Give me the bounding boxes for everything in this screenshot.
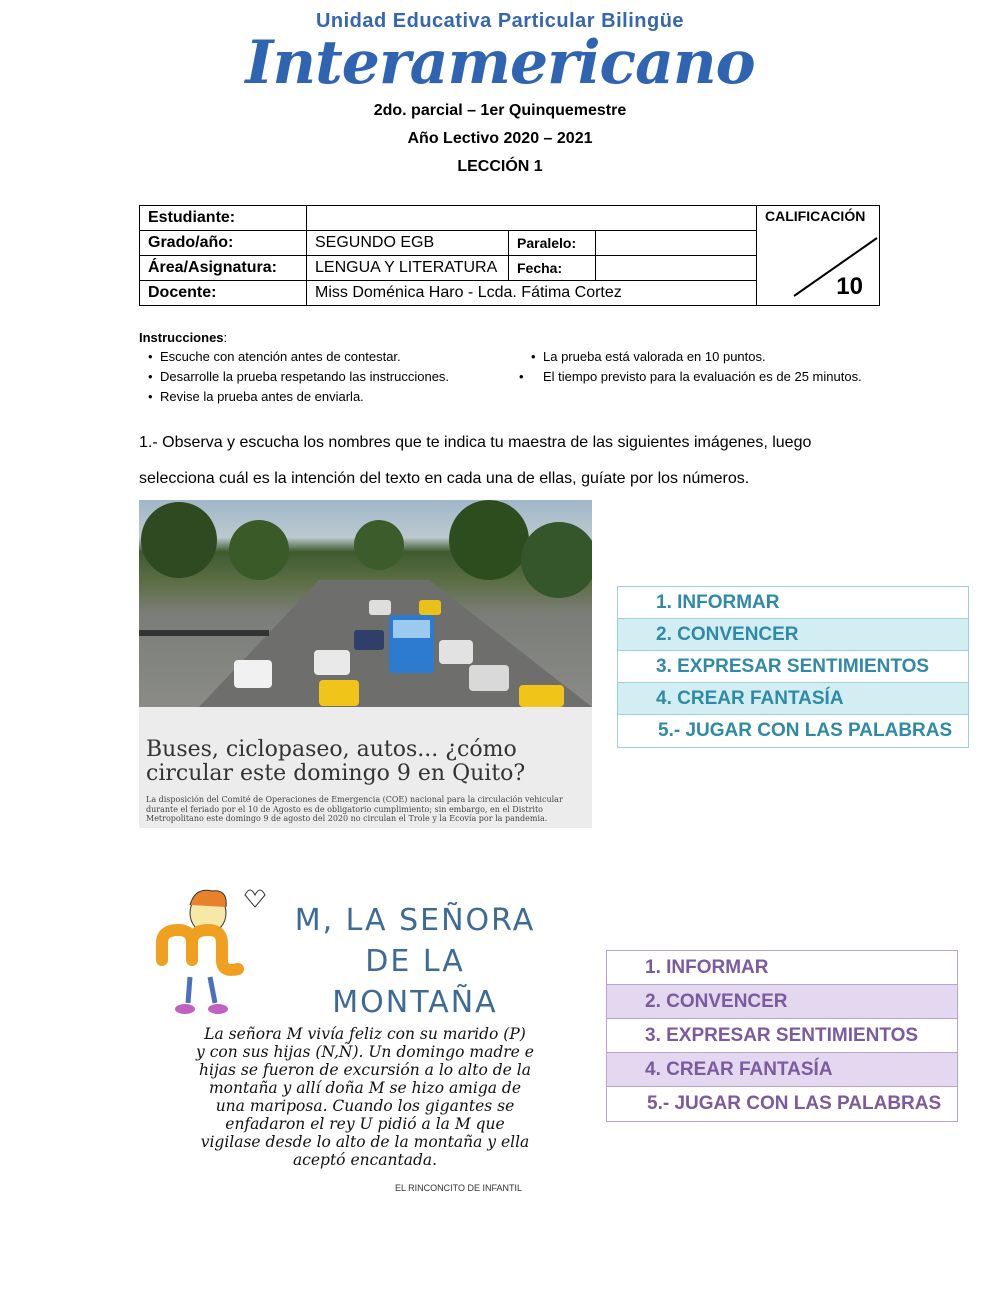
subject-value: LENGUA Y LITERATURA [307, 256, 509, 281]
instructions-title: Instrucciones: [139, 330, 228, 345]
option-inform[interactable]: 1. INFORMAR [618, 587, 968, 619]
story-title-line2: DE LA [365, 944, 465, 979]
instruction-item: • Revise la prueba antes de enviarla. [148, 387, 528, 407]
story-line: una mariposa. Cuando los gigantes se [215, 1097, 515, 1115]
student-info-table [139, 205, 880, 306]
instruction-item: • El tiempo previsto para la evaluación es de 25 minutos. [531, 367, 891, 387]
date-label: Fecha: [509, 256, 596, 281]
option-create-fantasy[interactable]: 4. CREAR FANTASÍA [607, 1053, 957, 1087]
story-line: hijas se fueron de excursión a lo alto de la [199, 1061, 531, 1079]
option-convince[interactable]: 2. CONVENCER [607, 985, 957, 1019]
story-body [155, 1025, 575, 1169]
story-line: y con sus hijas (N,Ñ). Un domingo madre e [196, 1043, 534, 1061]
instruction-item: • La prueba está valorada en 10 puntos. [531, 347, 891, 367]
question-1 [139, 425, 899, 497]
teacher-label: Docente: [140, 281, 307, 306]
instruction-item: • Escuche con atención antes de contestar. [148, 347, 528, 367]
date-field[interactable] [596, 256, 757, 281]
school-year-line: Año Lectivo 2020 – 2021 [407, 130, 593, 147]
school-logo: Interamericano [245, 28, 755, 98]
story-line: enfadaron el rey U pidió a la M que [225, 1115, 505, 1133]
option-wordplay[interactable]: 5.- JUGAR CON LAS PALABRAS [647, 1093, 942, 1114]
news-headline [146, 738, 586, 786]
story-line: vigilase desde lo alto de la montaña y ella [200, 1133, 530, 1151]
news-body: La disposición del Comité de Operaciones de Emergencia (COE) nacional para la circulación vehicular durante el feriado por el 10 de Agosto es de obligatorio cumplimiento; sin embargo, en el Distrito Metropolitano este domingo 9 de agosto del 2020 no circulan el Trole y la Ecovía por la pandemia. [146, 795, 563, 823]
grade-box [757, 206, 880, 306]
options-box-2 [606, 950, 958, 1122]
student-field[interactable] [307, 206, 757, 231]
grade-year-label: Grado/año: [140, 231, 307, 256]
story-title [270, 900, 560, 1023]
option-express-feelings[interactable]: 3. EXPRESAR SENTIMIENTOS [618, 651, 968, 683]
story-title-line3: MONTAÑA [332, 985, 498, 1020]
teacher-value: Miss Doménica Haro - Lcda. Fátima Cortez [307, 281, 757, 306]
grade-year-value: SEGUNDO EGB [307, 231, 509, 256]
option-inform[interactable]: 1. INFORMAR [607, 951, 957, 985]
lesson-title: LECCIÓN 1 [457, 158, 543, 175]
term-line: 2do. parcial – 1er Quinquemestre [373, 102, 627, 119]
student-label: Estudiante: [140, 206, 307, 231]
subject-label: Área/Asignatura: [140, 256, 307, 281]
paralelo-label: Paralelo: [509, 231, 596, 256]
grade-label: CALIFICACIÓN [765, 208, 866, 224]
instructions-right [531, 347, 891, 387]
story-credit: EL RINCONCITO DE INFANTIL [395, 1183, 523, 1193]
traffic-photo-drawing [139, 500, 592, 707]
news-headline-line2: circular este domingo 9 en Quito? [146, 761, 526, 786]
option-express-feelings[interactable]: 3. EXPRESAR SENTIMIENTOS [607, 1019, 957, 1053]
option-convince[interactable]: 2. CONVENCER [618, 619, 968, 651]
story-line: aceptó encantada. [292, 1151, 438, 1169]
option-wordplay[interactable]: 5.- JUGAR CON LAS PALABRAS [658, 720, 953, 741]
story-line: La señora M vivía feliz con su marido (P) [204, 1025, 526, 1043]
paralelo-field[interactable] [596, 231, 757, 256]
news-headline-line1: Buses, ciclopaseo, autos... ¿cómo [146, 737, 517, 762]
instructions-left [148, 347, 528, 407]
story-line: montaña y allí doña M se hizo amiga de [208, 1079, 522, 1097]
options-box-1 [617, 586, 969, 748]
school-name: Unidad Educativa Particular Bilingüe [315, 10, 685, 32]
grade-total: 10 [836, 273, 863, 300]
story-title-line1: M, LA SEÑORA [294, 903, 536, 938]
question-1-line1: 1.- Observa y escucha los nombres que te indica tu maestra de las siguientes imágenes, luego [139, 434, 812, 451]
question-1-line2: selecciona cuál es la intención del texto en cada una de ellas, guíate por los números. [139, 470, 750, 487]
letter-m-character-illustration [150, 885, 275, 1030]
instruction-item: • Desarrolle la prueba respetando las instrucciones. [148, 367, 528, 387]
traffic-photo [139, 500, 592, 707]
option-create-fantasy[interactable]: 4. CREAR FANTASÍA [618, 683, 968, 715]
